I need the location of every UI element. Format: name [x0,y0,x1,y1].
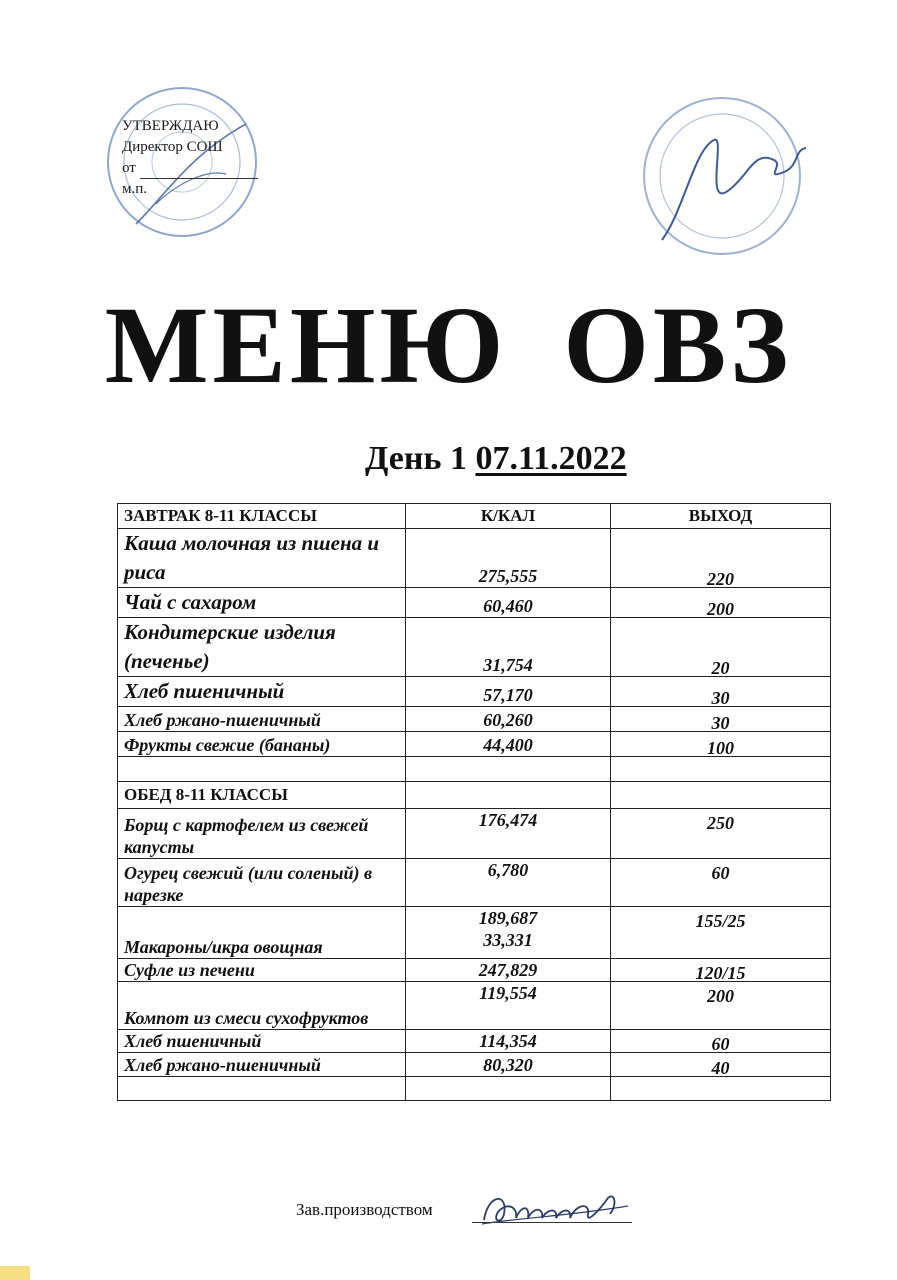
approve-from: от [122,160,136,176]
approve-heading: УТВЕРЖДАЮ [122,118,219,134]
table-row [118,707,831,732]
dish-output: 40 [611,1053,831,1077]
dish-kcal: 275,555 [406,529,611,588]
day-heading [365,440,627,478]
dish-kcal: 80,320 [406,1053,611,1077]
dish-output: 100 [611,732,831,757]
dish-output: 155/25 [611,907,831,959]
table-row [118,1030,831,1053]
dish-name: Фрукты свежие (бананы) [118,732,406,757]
dish-output: 60 [611,1030,831,1053]
lunch-header-row [118,782,831,809]
dish-name: Макароны/икра овощная [118,907,406,959]
table-row [118,529,831,588]
table-row [118,982,831,1030]
day-date: 07.11.2022 [475,440,627,477]
approve-date-line [140,178,258,179]
table-row [118,618,831,677]
page-title [0,284,897,406]
dish-output: 60 [611,859,831,907]
table-row [118,1053,831,1077]
dish-name: Каша молочная из пшена и риса [118,529,406,588]
dish-kcal: 31,754 [406,618,611,677]
dish-kcal: 60,260 [406,707,611,732]
dish-name: Кондитерские изделия (печенье) [118,618,406,677]
table-row [118,809,831,859]
dish-name: Борщ с картофелем из свежей капусты [118,809,406,859]
table-row [118,859,831,907]
dish-kcal: 60,460 [406,588,611,618]
empty-row [118,757,831,782]
title-word-2: ОВЗ [563,284,793,406]
dish-kcal: 44,400 [406,732,611,757]
dish-output: 220 [611,529,831,588]
dish-name: Суфле из печени [118,959,406,982]
table-row [118,588,831,618]
dish-name: Компот из смеси сухофруктов [118,982,406,1030]
header-breakfast: ЗАВТРАК 8-11 КЛАССЫ [118,504,406,529]
dish-output: 30 [611,707,831,732]
menu-table [117,503,831,1101]
dish-kcal: 114,354 [406,1030,611,1053]
dish-kcal: 6,780 [406,859,611,907]
dish-name: Чай с сахаром [118,588,406,618]
dish-kcal: 189,687 33,331 [406,907,611,959]
approval-block [122,116,258,200]
day-label: День 1 [365,440,467,477]
title-word-1: МЕНЮ [104,284,508,406]
header-output: ВЫХОД [611,504,831,529]
table-row [118,677,831,707]
dish-output: 30 [611,677,831,707]
dish-kcal: 119,554 [406,982,611,1030]
table-row [118,907,831,959]
dish-output: 120/15 [611,959,831,982]
dish-name: Хлеб ржано-пшеничный [118,1053,406,1077]
dish-output: 200 [611,588,831,618]
page-edge-mark [0,1266,30,1280]
dish-name: Хлеб пшеничный [118,1030,406,1053]
approve-position: Директор СОШ [122,139,223,155]
dish-name: Огурец свежий (или соленый) в нарезке [118,859,406,907]
round-stamp-right [634,90,810,260]
dish-output: 20 [611,618,831,677]
table-row [118,732,831,757]
dish-kcal: 247,829 [406,959,611,982]
empty-row [118,1077,831,1101]
dish-name: Хлеб пшеничный [118,677,406,707]
table-row [118,959,831,982]
dish-kcal: 57,170 [406,677,611,707]
header-kcal: К/КАЛ [406,504,611,529]
dish-output: 250 [611,809,831,859]
handwritten-signature [478,1184,638,1234]
approve-seal-mark: м.п. [122,181,148,197]
table-header-row [118,504,831,529]
dish-kcal: 176,474 [406,809,611,859]
dish-output: 200 [611,982,831,1030]
signature-label: Зав.производством [296,1200,433,1219]
header-lunch: ОБЕД 8-11 КЛАССЫ [118,782,406,809]
dish-name: Хлеб ржано-пшеничный [118,707,406,732]
